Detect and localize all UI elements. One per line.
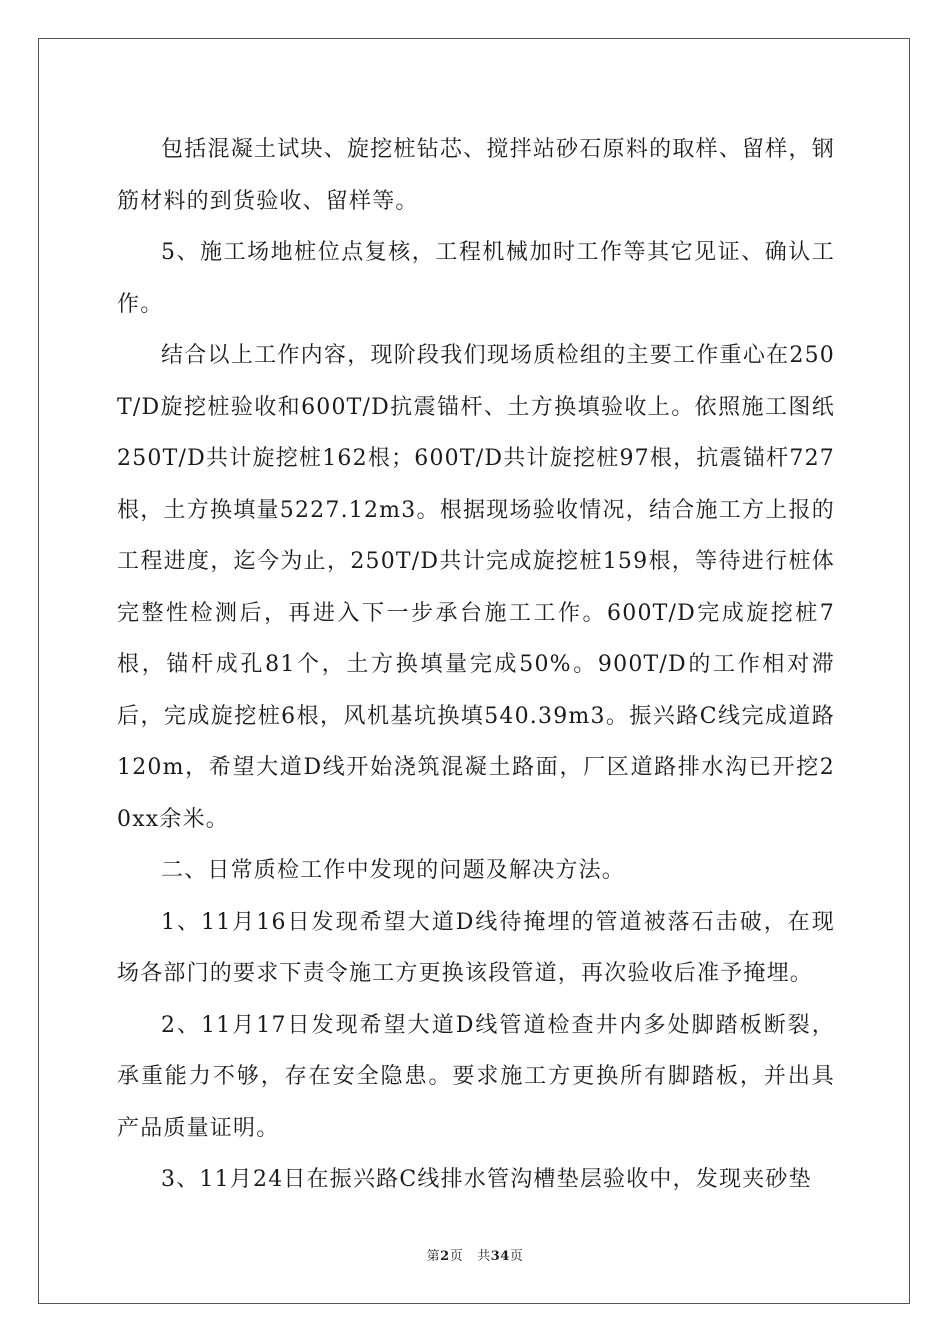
paragraph-sampling: 包括混凝土试块、旋挖桩钻芯、搅拌站砂石原料的取样、留样，钢筋材料的到货验收、留样等。 bbox=[117, 137, 835, 214]
footer-total-pages: 34 bbox=[490, 1249, 510, 1264]
footer-page-prefix: 第 bbox=[426, 1249, 441, 1264]
footer-page-number: 2 bbox=[440, 1249, 450, 1264]
paragraph-item-5: 5、施工场地桩位点复核，工程机械加时工作等其它见证、确认工作。 bbox=[117, 240, 835, 317]
footer-total-suffix: 页 bbox=[509, 1249, 524, 1264]
paragraph-progress-summary: 结合以上工作内容，现阶段我们现场质检组的主要工作重心在250T/D旋挖桩验收和600T/D抗震锚杆、土方换填验收上。依照施工图纸250T/D共计旋挖桩162根；600T/D共计旋挖桩97根，抗震锚杆727根，土方换填量5227.12m3。根据现场验收情况，结合施工方上报的工程进度，迄今为止，250T/D共计完成旋挖桩159根，等待进行桩体完整性检测后，再进入下一步承台施工工作。600T/D完成旋挖桩7根，锚杆成孔81个，土方换填量完成50%。900T/D的工作相对滞后，完成旋挖桩6根，风机基坑换填540.39m3。振兴路C线完成道路120m，希望大道D线开始浇筑混凝土路面，厂区道路排水沟已开挖20xx余米。 bbox=[117, 343, 835, 832]
footer-page-suffix: 页 bbox=[449, 1249, 464, 1264]
paragraph-issue-3: 3、11月24日在振兴路C线排水管沟槽垫层验收中，发现夹砂垫 bbox=[161, 1167, 812, 1192]
paragraph-issue-2: 2、11月17日发现希望大道D线管道检查井内多处脚踏板断裂，承重能力不够，存在安全隐患。要求施工方更换所有脚踏板，并出具产品质量证明。 bbox=[117, 1012, 835, 1141]
paragraph-issue-1: 1、11月16日发现希望大道D线待掩埋的管道被落石击破，在现场各部门的要求下责令施工方更换该段管道，再次验收后准予掩埋。 bbox=[117, 909, 835, 986]
document-body bbox=[117, 124, 835, 1206]
page-footer bbox=[0, 1245, 950, 1264]
footer-total-prefix: 共 bbox=[477, 1249, 491, 1264]
section-heading-issues: 二、日常质检工作中发现的问题及解决方法。 bbox=[161, 858, 626, 883]
